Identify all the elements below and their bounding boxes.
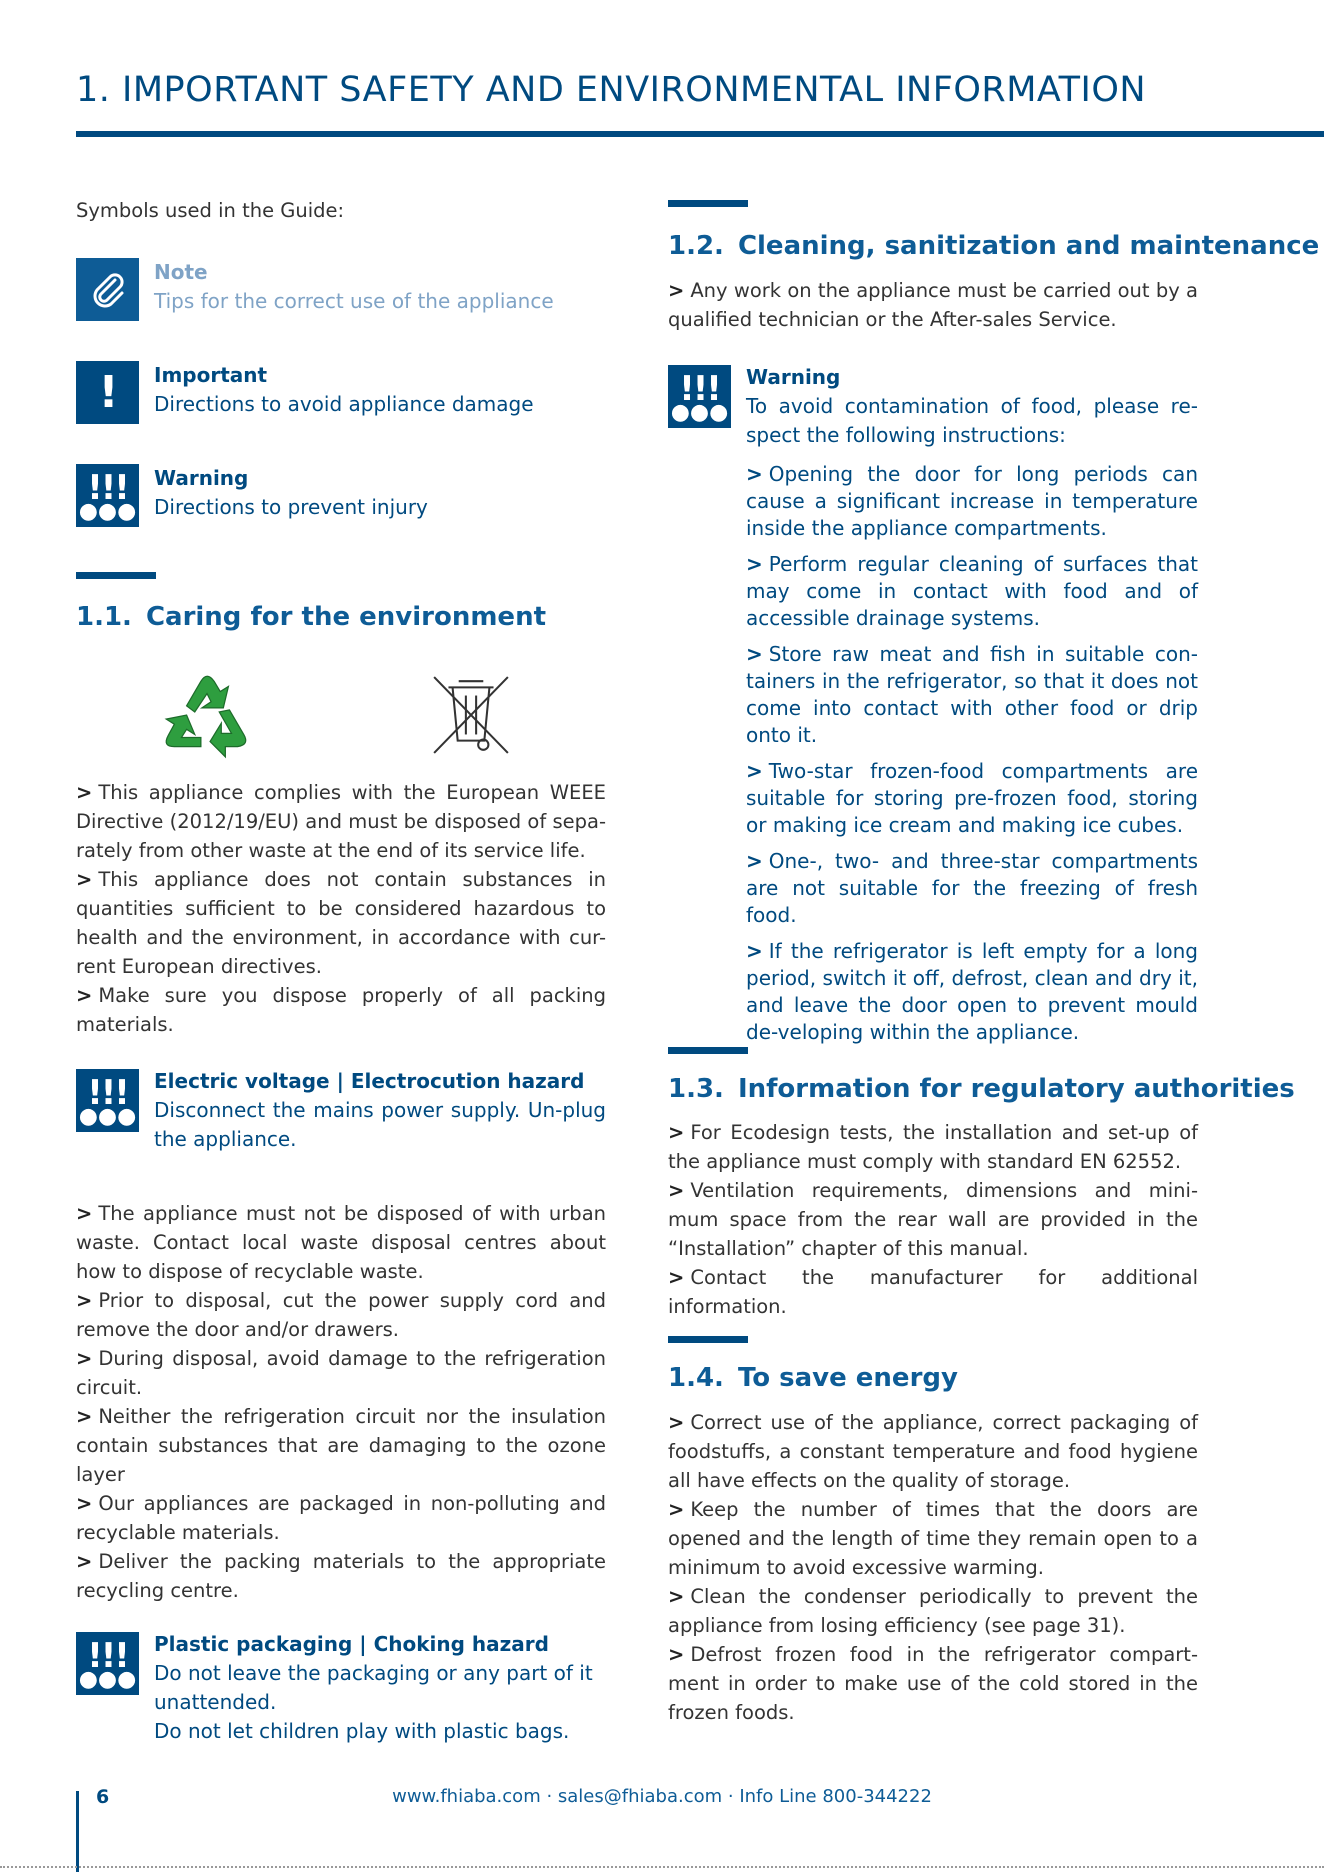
triple-exclamation-icon: !!! ●●● xyxy=(76,464,139,527)
recycle-icon xyxy=(156,665,258,767)
plastic-warning-line1: Do not leave the packaging or any part of it unattended. xyxy=(154,1661,593,1714)
paragraph: > Defrost frozen food in the refrigerator compart-ment in order to make use of the cold stored in the frozen foods. xyxy=(668,1643,1198,1724)
note-label: Note xyxy=(154,260,208,284)
paragraph: > Clean the condenser periodically to prevent the appliance from losing efficiency (see page 31). xyxy=(668,1585,1198,1637)
warning-label: Warning xyxy=(154,466,249,490)
energy-paragraphs xyxy=(668,1408,1198,1727)
list-item: > Store raw meat and fish in suitable con-tainers in the refrigerator, so that it does not come into contact with other food or drip onto it. xyxy=(746,642,1198,747)
electric-warning-text: Disconnect the mains power supply. Un-plug the appliance. xyxy=(154,1098,606,1151)
paragraph: > For Ecodesign tests, the installation and set-up of the appliance must comply with standard EN 62552. xyxy=(668,1121,1198,1173)
paragraph: > During disposal, avoid damage to the refrigeration circuit. xyxy=(76,1347,606,1399)
paragraph: > Ventilation requirements, dimensions and mini-mum space from the rear wall are provided in the “Installation” chapter of this manual. xyxy=(668,1179,1198,1260)
plastic-warning-label: Plastic packaging | Choking hazard xyxy=(154,1632,549,1656)
paragraph: > Keep the number of times that the doors are opened and the length of time they remain open to a minimum to avoid excessive warming. xyxy=(668,1498,1198,1579)
symbol-warning xyxy=(76,464,606,527)
paperclip-icon xyxy=(76,258,139,321)
crossed-bin-icon xyxy=(430,673,512,761)
electric-warning xyxy=(76,1067,606,1154)
important-label: Important xyxy=(154,363,268,387)
plastic-warning xyxy=(76,1630,606,1746)
page-number: 6 xyxy=(96,1786,110,1808)
paragraph: > Correct use of the appliance, correct packaging of foodstuffs, a constant temperature and food hygiene all have effects on the quality of storage. xyxy=(668,1411,1198,1492)
triple-exclamation-icon: !!! ●●● xyxy=(668,365,731,428)
warning-bullet-list xyxy=(746,461,1198,1046)
page-title: 1. IMPORTANT SAFETY AND ENVIRONMENTAL INFORMATION xyxy=(76,70,1147,110)
important-text: Directions to avoid appliance damage xyxy=(154,392,534,416)
paragraph: > Our appliances are packaged in non-polluting and recyclable materials. xyxy=(76,1492,606,1544)
electric-warning-label: Electric voltage | Electrocution hazard xyxy=(154,1069,585,1093)
environment-paragraphs xyxy=(76,778,606,1039)
disposal-paragraphs xyxy=(76,1199,606,1605)
symbol-note xyxy=(76,258,606,321)
list-item: > Perform regular cleaning of surfaces that may come in contact with food and of accessible drainage systems. xyxy=(746,552,1198,630)
paragraph: > This appliance does not contain substances in quantities sufficient to be considered hazardous to health and the environment, in accordance with cur-rent European directives. xyxy=(76,868,606,978)
triple-exclamation-icon: !!! ●●● xyxy=(76,1069,139,1132)
list-item: > If the refrigerator is left empty for a long period, switch it off, defrost, clean and dry it, and leave the door open to prevent mould de-veloping within the appliance. xyxy=(746,939,1198,1044)
section-heading-1-2: 1.2. Cleaning, sanitization and maintenance xyxy=(668,231,1320,261)
paragraph: > Prior to disposal, cut the power supply cord and remove the door and/or drawers. xyxy=(76,1289,606,1341)
section-heading-1-1: 1.1. Caring for the environment xyxy=(76,602,547,632)
plastic-warning-line2: Do not let children play with plastic bags. xyxy=(154,1719,570,1743)
list-item: > One-, two- and three-star compartments are not suitable for the freezing of fresh food. xyxy=(746,849,1198,927)
section-heading-1-3: 1.3. Information for regulatory authorities xyxy=(668,1074,1295,1104)
paragraph: > Contact the manufacturer for additional information. xyxy=(668,1266,1198,1318)
paragraph: > The appliance must not be disposed of with urban waste. Contact local waste disposal centres about how to dispose of recyclable waste. xyxy=(76,1202,606,1283)
paragraph: > Make sure you dispose properly of all packing materials. xyxy=(76,984,606,1036)
regulatory-paragraphs xyxy=(668,1118,1198,1321)
section-heading-1-4: 1.4. To save energy xyxy=(668,1363,958,1393)
dotted-divider xyxy=(0,1866,1324,1868)
paragraph: > This appliance complies with the European WEEE Directive (2012/19/EU) and must be disposed of sepa-rately from other waste at the end of its service life. xyxy=(76,781,606,862)
paragraph: > Any work on the appliance must be carried out by a qualified technician or the After-sales Service. xyxy=(668,279,1198,331)
exclamation-icon: ! xyxy=(76,361,139,424)
title-rule xyxy=(76,131,1324,137)
section-bar xyxy=(668,200,748,207)
symbol-important xyxy=(76,361,606,424)
section-bar xyxy=(76,572,156,579)
triple-exclamation-icon: !!! ●●● xyxy=(76,1632,139,1695)
section-bar xyxy=(668,1336,748,1343)
list-item: > Two-star frozen-food compartments are suitable for storing pre-frozen food, storing or making ice cream and making ice cubes. xyxy=(746,759,1198,837)
contamination-warning xyxy=(668,363,1198,1055)
contamination-warning-text: To avoid contamination of food, please re-spect the following instructions: xyxy=(746,394,1198,447)
paragraph: > Deliver the packing materials to the appropriate recycling centre. xyxy=(76,1550,606,1602)
list-item: > Opening the door for long periods can cause a significant increase in temperature inside the appliance compartments. xyxy=(746,462,1198,540)
paragraph: > Neither the refrigeration circuit nor the insulation contain substances that are damaging to the ozone layer xyxy=(76,1405,606,1486)
note-text: Tips for the correct use of the appliance xyxy=(154,289,554,313)
footer-contact: www.fhiaba.com · sales@fhiaba.com · Info Line 800-344222 xyxy=(392,1786,932,1807)
warning-text: Directions to prevent injury xyxy=(154,495,428,519)
section-bar xyxy=(668,1047,748,1054)
symbols-intro: Symbols used in the Guide: xyxy=(76,199,345,222)
contamination-warning-label: Warning xyxy=(746,365,841,389)
